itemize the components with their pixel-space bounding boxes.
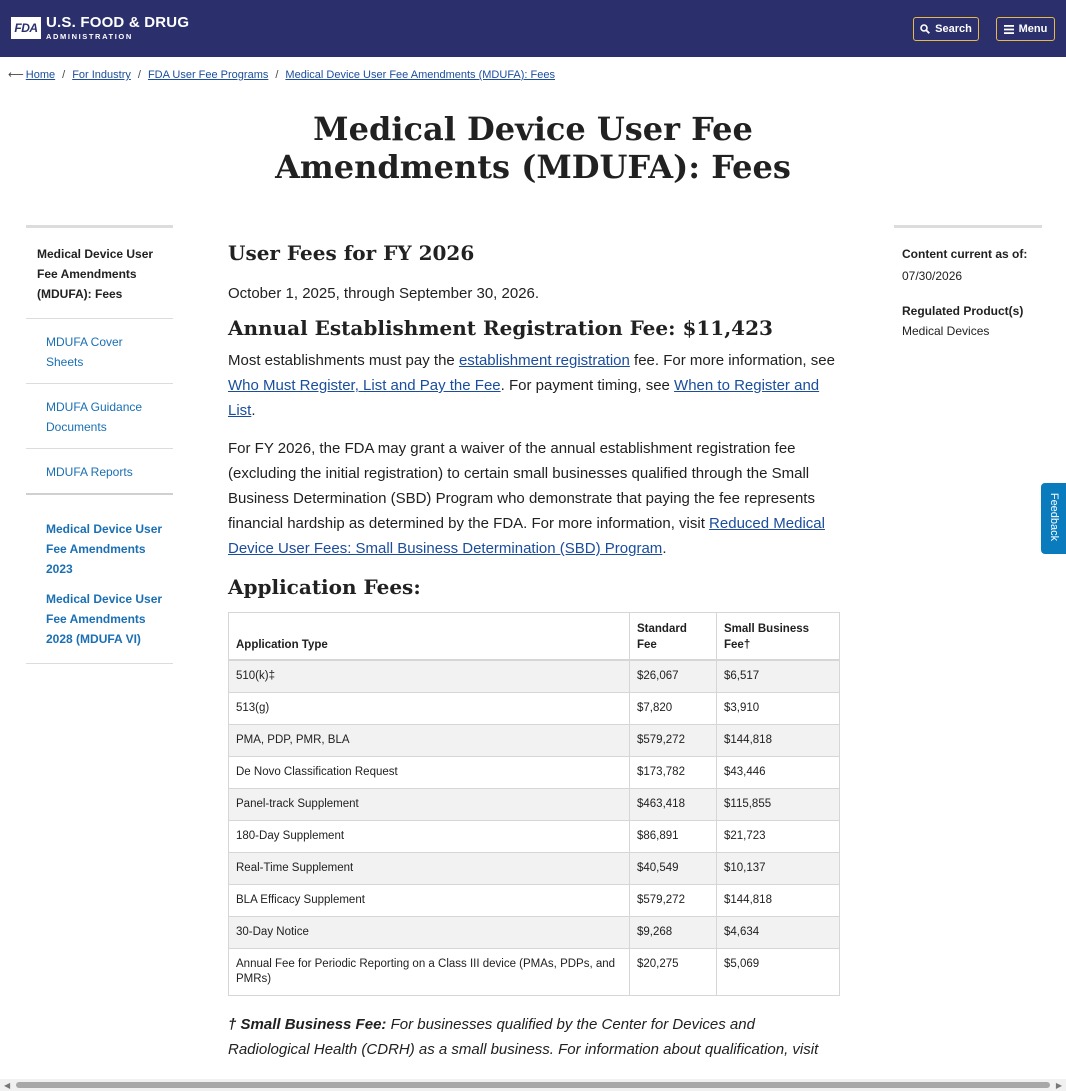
table-row xyxy=(229,789,840,821)
scroll-right-icon[interactable]: ▶ xyxy=(1055,1081,1062,1090)
breadcrumb-for-industry[interactable]: For Industry xyxy=(72,69,131,81)
cell-small-business-fee: $43,446 xyxy=(717,757,840,789)
cell-standard-fee: $20,275 xyxy=(630,949,717,996)
cell-standard-fee: $173,782 xyxy=(630,757,717,789)
who-must-register-link[interactable]: Who Must Register, List and Pay the Fee xyxy=(228,377,501,394)
cell-application-type: Annual Fee for Periodic Reporting on a Class III device (PMAs, PDPs, and PMRs) xyxy=(229,949,630,996)
table-row xyxy=(229,821,840,853)
breadcrumb-mdufa-fees[interactable]: Medical Device User Fee Amendments (MDUFA): Fees xyxy=(285,69,556,81)
when-to-register-link[interactable]: When to Register and List xyxy=(228,377,820,419)
section-heading-user-fees: User Fees for FY 2026 xyxy=(228,241,475,265)
fee-period: October 1, 2025, through September 30, 2026. xyxy=(228,285,540,302)
breadcrumb-home[interactable]: Home xyxy=(25,69,56,81)
cell-application-type: Real-Time Supplement xyxy=(229,853,630,885)
table-row xyxy=(229,917,840,949)
section-heading-application-fees: Application Fees: xyxy=(228,575,421,599)
cell-small-business-fee: $144,818 xyxy=(717,885,840,917)
nav-current-page: Medical Device User Fee Amendments (MDUFA): Fees xyxy=(26,228,173,319)
cell-small-business-fee: $21,723 xyxy=(717,821,840,853)
application-fees-table xyxy=(228,612,840,996)
cell-standard-fee: $7,820 xyxy=(630,693,717,725)
header-small-business-fee: Small Business Fee† xyxy=(717,613,840,661)
left-nav xyxy=(26,225,173,664)
footnote-label: † Small Business Fee: xyxy=(228,1016,387,1033)
content-current-date: 07/30/2026 xyxy=(902,269,963,283)
table-row xyxy=(229,885,840,917)
small-business-footnote xyxy=(228,1012,840,1062)
section-heading-registration-fee: Annual Establishment Registration Fee: $11,423 xyxy=(228,316,773,340)
regulated-products-label: Regulated Product(s) xyxy=(902,304,1024,318)
cell-small-business-fee: $3,910 xyxy=(717,693,840,725)
horizontal-scrollbar[interactable] xyxy=(0,1079,1066,1091)
search-button[interactable] xyxy=(913,17,979,41)
cell-small-business-fee: $144,818 xyxy=(717,725,840,757)
cell-application-type: 513(g) xyxy=(229,693,630,725)
cell-application-type: Panel-track Supplement xyxy=(229,789,630,821)
cell-standard-fee: $86,891 xyxy=(630,821,717,853)
nav-related-mdufa-2028[interactable]: Medical Device User Fee Amendments 2028 (MDUFA VI) xyxy=(26,579,173,664)
right-sidebar xyxy=(894,225,1042,341)
cell-small-business-fee: $10,137 xyxy=(717,853,840,885)
cell-application-type: 180-Day Supplement xyxy=(229,821,630,853)
cell-small-business-fee: $115,855 xyxy=(717,789,840,821)
breadcrumb-user-fee-programs[interactable]: FDA User Fee Programs xyxy=(147,69,269,81)
waiver-paragraph: For FY 2026, the FDA may grant a waiver of the annual establishment registration fee (excluding the initial registration) to certain small businesses qualified through the Small Business Determination (SBD) Program who demonstrate that paying the fee represents financial hardship as determined by the FDA. For more information, visit Reduced Medical Device User Fees: Small Business Determination (SBD) Program. xyxy=(228,440,825,557)
search-label: Search xyxy=(935,23,972,35)
menu-label: Menu xyxy=(1018,23,1048,35)
logo-subtitle: ADMINISTRATION xyxy=(46,32,133,41)
cell-application-type: De Novo Classification Request xyxy=(229,757,630,789)
cell-standard-fee: $9,268 xyxy=(630,917,717,949)
scroll-left-icon[interactable]: ◀ xyxy=(4,1081,11,1090)
footnote-text: For businesses qualified by the Center for Devices and Radiological Health (CDRH) as a small business. For information about qualification, visit xyxy=(228,1016,819,1058)
feedback-label: Feedback xyxy=(1048,492,1060,542)
site-header xyxy=(0,0,1066,57)
table-row xyxy=(229,853,840,885)
cell-standard-fee: $579,272 xyxy=(630,885,717,917)
scrollbar-thumb[interactable] xyxy=(16,1082,1050,1088)
logo-title: U.S. FOOD & DRUG xyxy=(46,14,190,31)
cell-standard-fee: $463,418 xyxy=(630,789,717,821)
cell-standard-fee: $579,272 xyxy=(630,725,717,757)
fda-logo-mark: FDA xyxy=(11,17,41,39)
establishment-registration-link[interactable]: establishment registration xyxy=(458,352,630,369)
table-row xyxy=(229,693,840,725)
header-standard-fee: Standard Fee xyxy=(630,613,717,661)
cell-standard-fee: $26,067 xyxy=(630,660,717,693)
table-row xyxy=(229,660,840,693)
breadcrumb: ⟵ Home / For Industry / FDA User Fee Programs / Medical Device User Fee Amendments (MDUFA): Fees xyxy=(8,69,556,81)
cell-small-business-fee: $6,517 xyxy=(717,660,840,693)
registration-paragraph: Most establishments must pay the establishment registration fee. For more information, see Who Must Register, List and Pay the Fee. For payment timing, see When to Register and List. xyxy=(228,352,835,419)
nav-item-guidance-documents[interactable]: MDUFA Guidance Documents xyxy=(26,384,173,449)
table-header-row xyxy=(229,613,840,661)
fda-logo[interactable] xyxy=(11,15,189,41)
cell-application-type: PMA, PDP, PMR, BLA xyxy=(229,725,630,757)
table-row xyxy=(229,757,840,789)
nav-item-reports[interactable]: MDUFA Reports xyxy=(26,449,173,495)
nav-related-mdufa-2023[interactable]: Medical Device User Fee Amendments 2023 xyxy=(46,522,163,576)
cell-small-business-fee: $4,634 xyxy=(717,917,840,949)
cell-application-type: BLA Efficacy Supplement xyxy=(229,885,630,917)
nav-item-cover-sheets[interactable]: MDUFA Cover Sheets xyxy=(26,319,173,384)
content-current-label: Content current as of: xyxy=(902,247,1028,261)
search-icon xyxy=(920,24,930,34)
cell-application-type: 510(k)‡ xyxy=(229,660,630,693)
feedback-tab[interactable] xyxy=(1041,483,1066,554)
sbd-program-link[interactable]: Reduced Medical Device User Fees: Small Business Determination (SBD) Program xyxy=(228,515,825,557)
page-title: Medical Device User Fee Amendments (MDUFA): Fees xyxy=(275,110,791,186)
cell-standard-fee: $40,549 xyxy=(630,853,717,885)
back-arrow-icon: ⟵ xyxy=(8,69,24,81)
header-application-type: Application Type xyxy=(229,613,630,661)
table-row xyxy=(229,725,840,757)
regulated-products-value: Medical Devices xyxy=(902,324,990,338)
cell-application-type: 30-Day Notice xyxy=(229,917,630,949)
cell-small-business-fee: $5,069 xyxy=(717,949,840,996)
hamburger-icon xyxy=(1004,25,1014,34)
main-content xyxy=(228,238,840,1062)
table-row xyxy=(229,949,840,996)
menu-button[interactable] xyxy=(996,17,1055,41)
